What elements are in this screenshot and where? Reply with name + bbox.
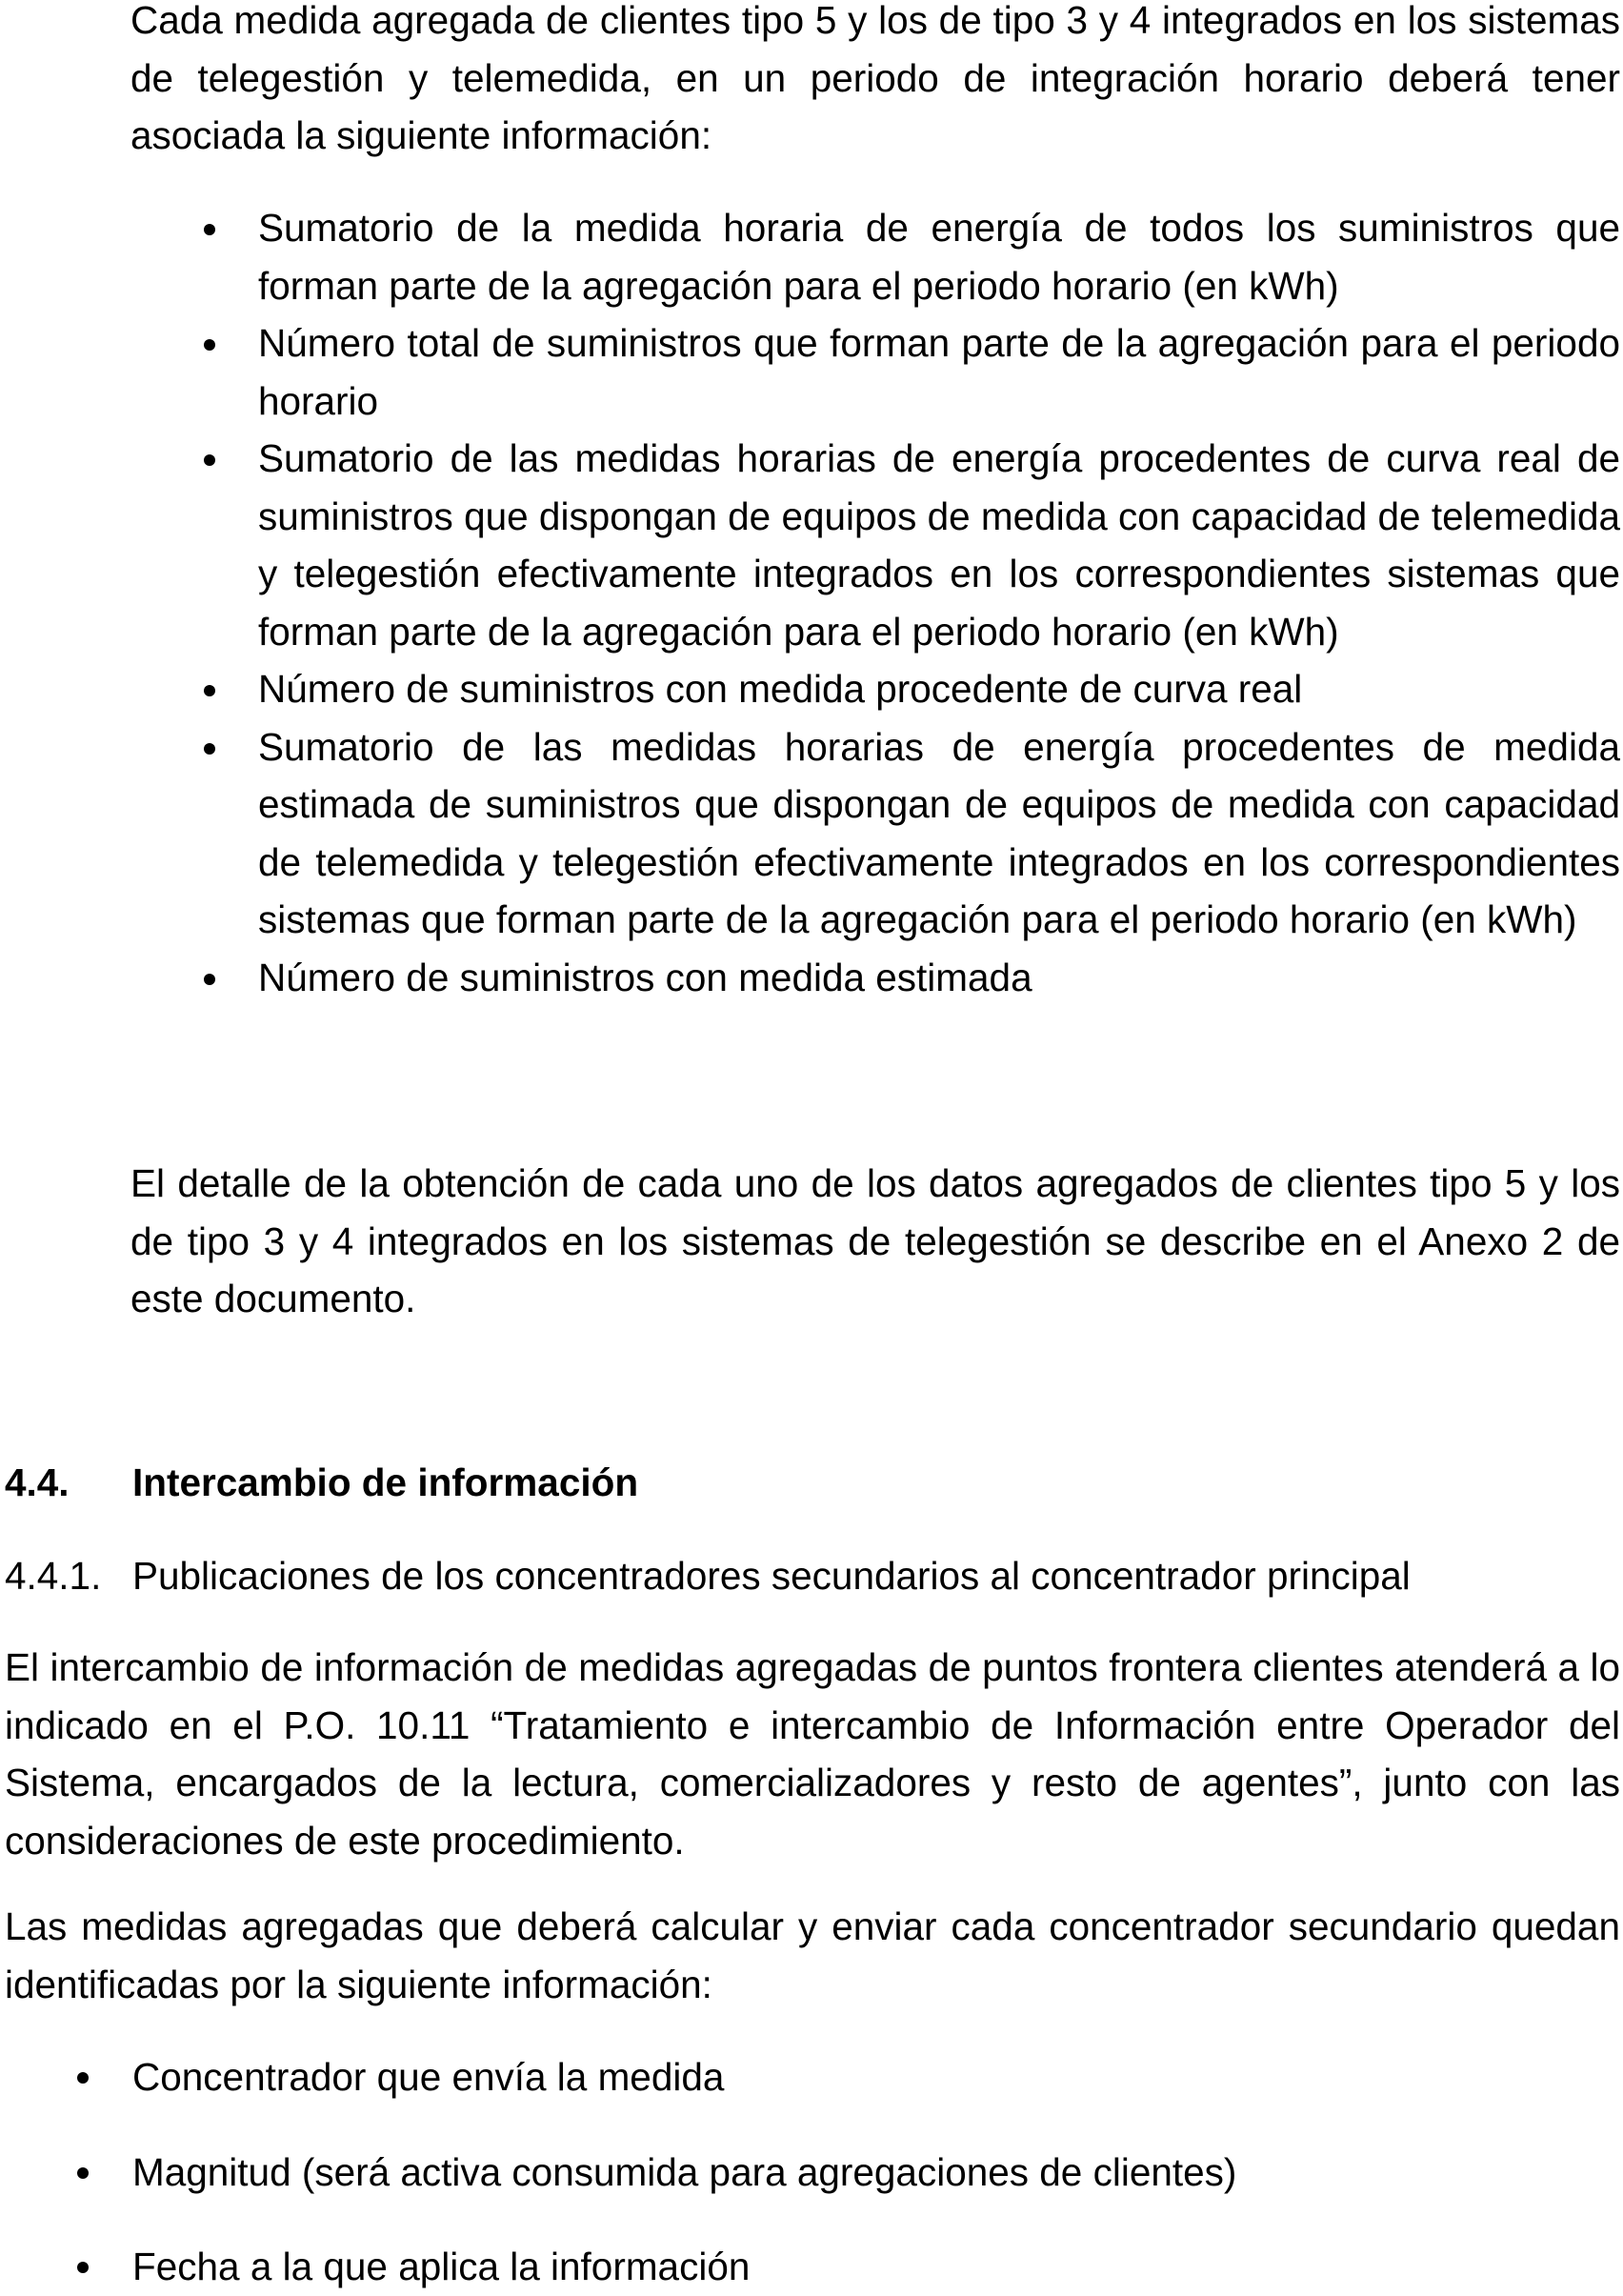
bullet-icon bbox=[204, 685, 215, 696]
bullet-icon bbox=[204, 224, 215, 235]
list-item-text: Número total de suministros que forman parte de la agregación para el periodo horario bbox=[258, 321, 1620, 423]
list-item-text: Sumatorio de la medida horaria de energía de todos los suministros que forman parte de la agregación para el periodo horario (en kWh) bbox=[258, 206, 1620, 308]
list-item bbox=[258, 949, 1620, 1007]
identification-list bbox=[132, 2048, 1561, 2296]
list-item-text: Número de suministros con medida procedente de curva real bbox=[258, 667, 1303, 711]
section-number: 4.4. bbox=[5, 1460, 70, 1504]
bullet-icon bbox=[204, 974, 215, 985]
list-item bbox=[132, 2144, 1561, 2202]
section-heading bbox=[5, 1454, 638, 1512]
list-item bbox=[132, 2048, 1561, 2106]
list-item bbox=[258, 718, 1620, 949]
subsection-number: 4.4.1. bbox=[5, 1554, 102, 1598]
list-item-text: Sumatorio de las medidas horarias de energía procedentes de curva real de suministros que dispongan de equipos de medida con capacidad de telemedida y telegestión efectivamente integrados en los correspondientes sistemas que forman parte de la agregación para el periodo horario (en kWh) bbox=[258, 436, 1620, 654]
list-item-text: Sumatorio de las medidas horarias de energía procedentes de medida estimada de suministros que dispongan de equipos de medida con capacidad de telemedida y telegestión efectivamente integrados en los correspondientes sistemas que forman parte de la agregación para el periodo horario (en kWh) bbox=[258, 724, 1620, 941]
list-item bbox=[258, 660, 1620, 718]
info-list bbox=[258, 199, 1620, 1006]
bullet-icon bbox=[77, 2262, 89, 2273]
list-item-text: Magnitud (será activa consumida para agregaciones de clientes) bbox=[132, 2149, 1237, 2194]
exchange-paragraph: El intercambio de información de medidas agregadas de puntos frontera clientes atenderá a lo indicado en el P.O. 10.11 “Tratamiento e intercambio de Información entre Operador del Sistema, encargados de la lectura, comercializadores y resto de agentes”, junto con las consideraciones de este procedimiento. bbox=[5, 1645, 1620, 1863]
section-title: Intercambio de información bbox=[132, 1460, 639, 1504]
list-item bbox=[258, 430, 1620, 660]
list-item-text: Concentrador que envía la medida bbox=[132, 2055, 725, 2099]
subsection-heading bbox=[5, 1547, 1411, 1605]
list-item-text: Número de suministros con medida estimada bbox=[258, 955, 1032, 999]
list-item-text: Fecha a la que aplica la información bbox=[132, 2245, 751, 2288]
subsection-title: Publicaciones de los concentradores secundarios al concentrador principal bbox=[132, 1554, 1411, 1598]
list-item bbox=[132, 2238, 1561, 2296]
intro-paragraph: Cada medida agregada de clientes tipo 5 y los de tipo 3 y 4 integrados en los sistemas de telegestión y telemedida, en un periodo de integración horario deberá tener asociada la siguiente información: bbox=[130, 0, 1620, 157]
bullet-icon bbox=[77, 2072, 89, 2084]
list-item bbox=[258, 314, 1620, 430]
bullet-icon bbox=[77, 2167, 89, 2179]
measures-paragraph: Las medidas agregadas que deberá calcular y enviar cada concentrador secundario quedan identificadas por la siguiente información: bbox=[5, 1904, 1620, 2006]
bullet-icon bbox=[204, 454, 215, 466]
bullet-icon bbox=[204, 339, 215, 351]
list-item bbox=[258, 199, 1620, 314]
bullet-icon bbox=[204, 743, 215, 755]
detail-paragraph: El detalle de la obtención de cada uno de los datos agregados de clientes tipo 5 y los de tipo 3 y 4 integrados en los sistemas de telegestión se describe en el Anexo 2 de este documento. bbox=[130, 1161, 1620, 1320]
